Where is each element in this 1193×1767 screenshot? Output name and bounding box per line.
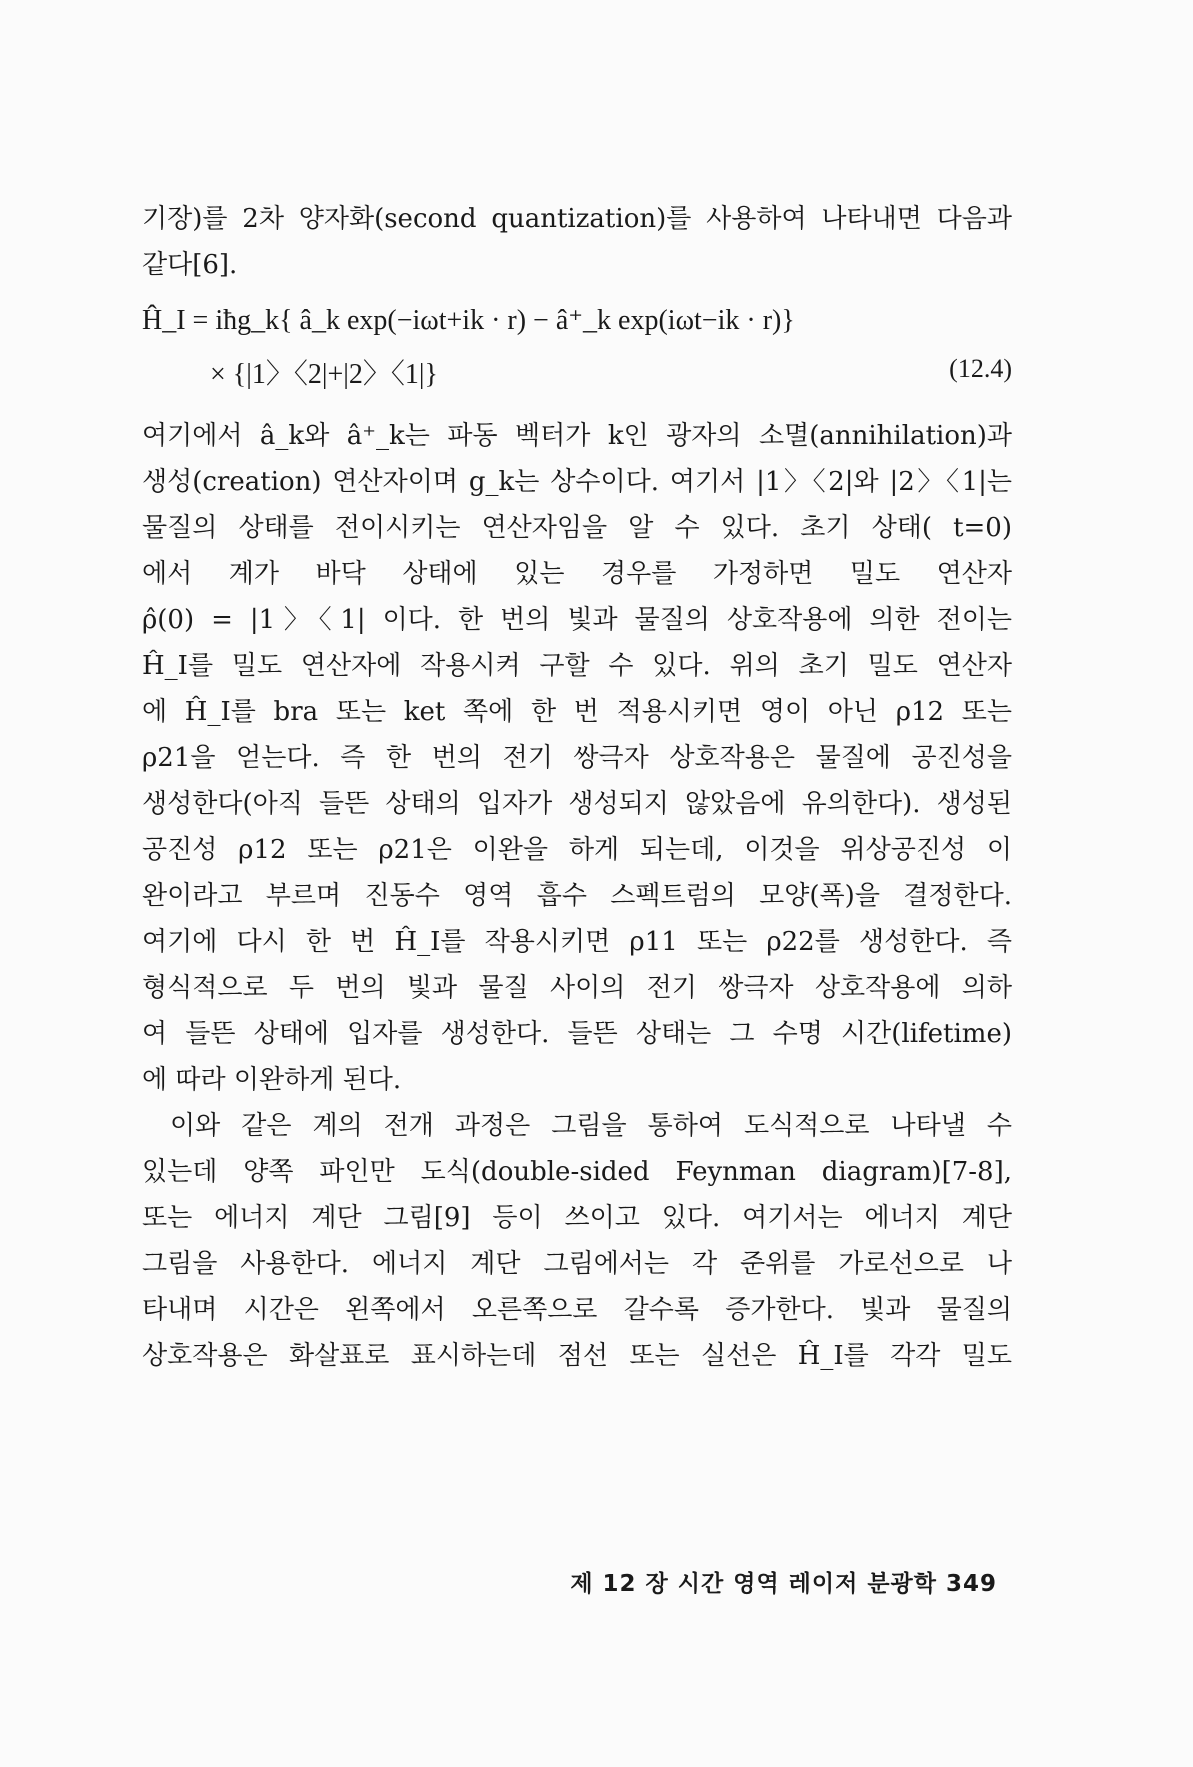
paragraph-line: 에 Ĥ_I를 bra 또는 ket 쪽에 한 번 적용시키면 영이 아닌 ρ12 또는 [142,697,1012,727]
paragraph-line: ρ21을 얻는다. 즉 한 번의 전기 쌍극자 상호작용은 물질에 공진성을 [142,743,1012,773]
paragraph-line: 또는 에너지 계단 그림[9] 등이 쓰이고 있다. 여기서는 에너지 계단 [142,1203,1012,1233]
equation-line-1: Ĥ_I = iħg_k{ â_k exp(−iωt+ik · r) − â⁺_k exp(iωt−ik · r)} [142,305,795,336]
page-footer: 제 12 장 시간 영역 레이저 분광학 349 [570,1571,997,1597]
intro-line: 같다[6]. [142,250,238,280]
paragraph-line: 완이라고 부르며 진동수 영역 흡수 스펙트럼의 모양(폭)을 결정한다. [142,881,1012,911]
paragraph-line: 공진성 ρ12 또는 ρ21은 이완을 하게 되는데, 이것을 위상공진성 이 [142,835,1012,865]
intro-line: 기장)를 2차 양자화(second quantization)를 사용하여 나타내면 다음과 [142,204,1012,234]
paragraph-line: 있는데 양쪽 파인만 도식(double-sided Feynman diagram)[7-8], [142,1157,1012,1187]
paragraph-line: 생성한다(아직 들뜬 상태의 입자가 생성되지 않았음에 유의한다). 생성된 [142,789,1012,819]
paragraph-line: ρ̂(0) = |1〉〈1| 이다. 한 번의 빛과 물질의 상호작용에 의한 전이는 [142,605,1012,635]
paragraph-line: 타내며 시간은 왼쪽에서 오른쪽으로 갈수록 증가한다. 빛과 물질의 [142,1295,1012,1325]
equation-line-2: × {|1〉〈2|+|2〉〈1|} [210,359,438,390]
paragraph-line: 에서 계가 바닥 상태에 있는 경우를 가정하면 밀도 연산자 [142,559,1012,589]
paragraph-line: 에 따라 이완하게 된다. [142,1065,402,1095]
equation-number: (12.4) [949,354,1012,383]
paragraph-line: Ĥ_I를 밀도 연산자에 작용시켜 구할 수 있다. 위의 초기 밀도 연산자 [142,651,1012,681]
paragraph-line: 형식적으로 두 번의 빛과 물질 사이의 전기 쌍극자 상호작용에 의하 [142,973,1012,1003]
paragraph-line: 여 들뜬 상태에 입자를 생성한다. 들뜬 상태는 그 수명 시간(lifetime) [142,1019,1012,1049]
paragraph-line: 그림을 사용한다. 에너지 계단 그림에서는 각 준위를 가로선으로 나 [142,1249,1012,1279]
paragraph-line: 상호작용은 화살표로 표시하는데 점선 또는 실선은 Ĥ_I를 각각 밀도 [142,1341,1012,1371]
paragraph-line: 물질의 상태를 전이시키는 연산자임을 알 수 있다. 초기 상태( t=0) [142,513,1012,543]
paragraph-line: 여기에서 â_k와 â⁺_k는 파동 벡터가 k인 광자의 소멸(annihilation)과 [142,421,1012,451]
paragraph-line: 여기에 다시 한 번 Ĥ_I를 작용시키면 ρ11 또는 ρ22를 생성한다. 즉 [142,927,1012,957]
paragraph-line: 이와 같은 계의 전개 과정은 그림을 통하여 도식적으로 나타낼 수 [170,1111,1012,1141]
paragraph-line: 생성(creation) 연산자이며 g_k는 상수이다. 여기서 |1〉〈2|와 |2〉〈1|는 [142,467,1012,497]
